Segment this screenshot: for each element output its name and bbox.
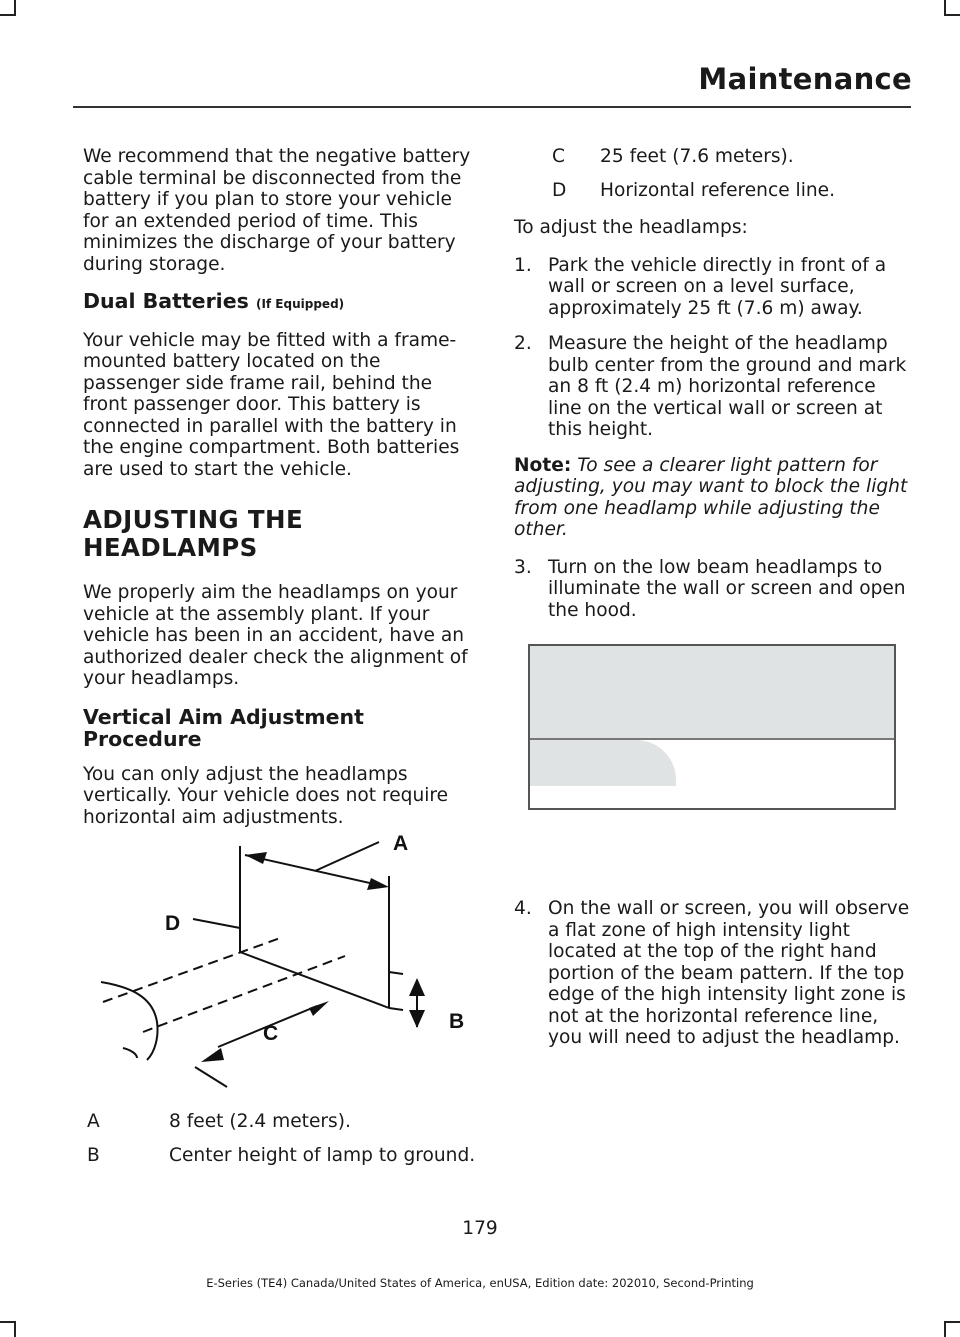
crop-mark-bottom-right — [944, 1321, 946, 1337]
left-figure-legend — [83, 1111, 478, 1178]
step-text: Turn on the low beam headlamps to illuminate the wall or screen and open the hood. — [548, 556, 906, 621]
figure-label-b: B — [449, 1010, 465, 1033]
headlamp-aim-paragraph: We properly aim the headlamps on your vehicle at the assembly plant. If your vehicle has been in an accident, have an authorized dealer check the alignment of your headlamps. — [83, 582, 468, 689]
headlamp-aim-diagram — [83, 822, 483, 1090]
legend-key: B — [87, 1144, 100, 1166]
section-heading: ADJUSTING THE HEADLAMPS — [83, 505, 304, 562]
beam-pattern-figure — [528, 644, 896, 810]
step-number: 4. — [514, 898, 532, 919]
page-number: 179 — [462, 1218, 498, 1239]
left-column — [83, 146, 478, 844]
step-item — [514, 333, 910, 441]
figure-label-c: C — [263, 1022, 279, 1045]
note-paragraph — [514, 455, 910, 541]
legend-row — [514, 146, 910, 168]
legend-text: Center height of lamp to ground. — [169, 1144, 476, 1166]
legend-key: A — [87, 1111, 100, 1132]
note-label: Note: — [514, 454, 572, 476]
page-footer: E-Series (TE4) Canada/United States of America, enUSA, Edition date: 202010, Second-Printing — [206, 1276, 754, 1290]
right-column — [514, 146, 910, 635]
step-text: Measure the height of the headlamp bulb center from the ground and mark an 8 ft (2.4 m) horizontal reference line on the vertical wall or screen at this height. — [548, 333, 907, 440]
crop-mark-bottom-right-h — [944, 1321, 960, 1323]
step-text: On the wall or screen, you will observe a flat zone of high intensity light located at the top of the right hand portion of the beam pattern. If the top edge of the high intensity light zone is not at the horizontal reference line, you will need to adjust the headlamp. — [548, 898, 910, 1048]
legend-row — [83, 1111, 478, 1133]
page-title: Maintenance — [698, 62, 912, 96]
step-number: 2. — [514, 333, 532, 354]
step-number: 1. — [514, 254, 532, 276]
dual-batteries-title: Dual Batteries — [83, 289, 249, 313]
upper-wall-area — [530, 646, 894, 738]
crop-mark-top-right-h — [944, 14, 960, 16]
low-beam-left-zone — [530, 740, 616, 786]
step-item — [514, 255, 910, 320]
legend-text: Horizontal reference line. — [600, 179, 836, 201]
step-item — [514, 898, 910, 1049]
note-text: To see a clearer light pattern for adjusting, you may want to block the light from one headlamp while adjusting the other. — [514, 454, 908, 540]
crop-mark-bottom-left-h — [0, 1321, 16, 1323]
crop-mark-top-left-h — [0, 14, 16, 16]
step-text: Park the vehicle directly in front of a wall or screen on a level surface, approximately 25 ft (7.6 m) away. — [548, 254, 887, 319]
step-item — [514, 557, 910, 622]
legend-text: 8 feet (2.4 meters). — [169, 1111, 351, 1132]
dual-batteries-heading — [83, 291, 478, 316]
right-column-lower — [514, 898, 910, 1063]
legend-key: D — [552, 179, 567, 201]
legend-key: C — [552, 146, 565, 167]
header-divider — [73, 106, 911, 108]
step-number: 3. — [514, 556, 532, 578]
figure-label-a: A — [393, 832, 409, 855]
dual-batteries-paragraph: Your vehicle may be fitted with a frame-mounted battery located on the passenger side frame rail, behind the front passenger door. This battery is connected in parallel with the battery in the engine compartment. Both batteries are used to start the vehicle. — [83, 329, 460, 480]
battery-storage-paragraph: We recommend that the negative battery cable terminal be disconnected from the battery if you plan to store your vehicle for an extended period of time. This minimizes the discharge of your battery during storage. — [83, 146, 471, 275]
adjust-intro: To adjust the headlamps: — [514, 217, 748, 238]
legend-text: 25 feet (7.6 meters). — [600, 146, 794, 167]
legend-row — [514, 180, 910, 202]
legend-row — [83, 1145, 478, 1167]
crop-mark-bottom-left — [14, 1321, 16, 1337]
vertical-aim-heading: Vertical Aim Adjustment Procedure — [83, 704, 364, 751]
vertical-adjust-paragraph: You can only adjust the headlamps vertically. Your vehicle does not require horizontal aim adjustments. — [83, 763, 449, 828]
if-equipped-label: (If Equipped) — [255, 297, 345, 311]
figure-label-d: D — [165, 912, 181, 935]
